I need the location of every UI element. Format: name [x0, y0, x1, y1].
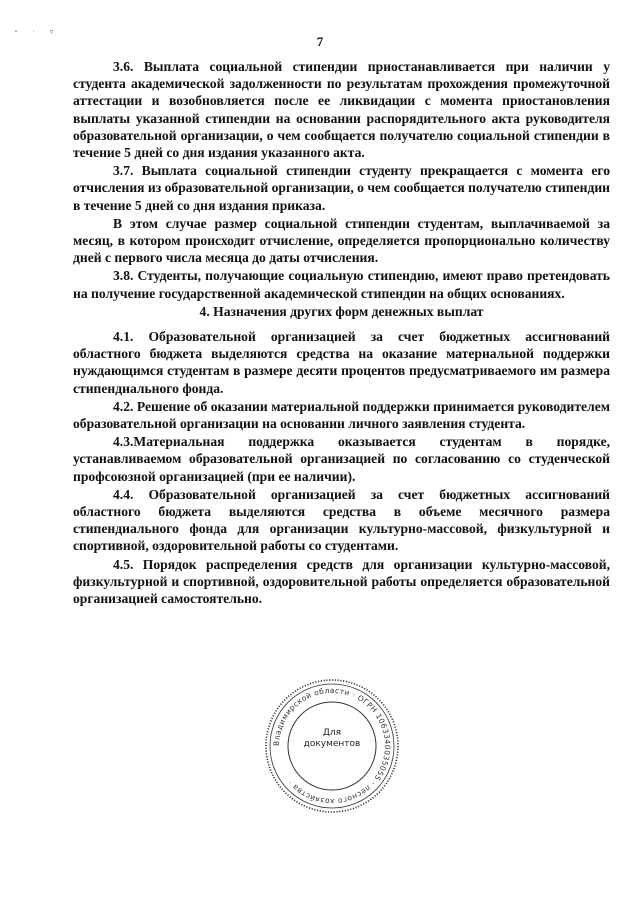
paragraph-3-8: 3.8. Студенты, получающие социальную стипендию, имеют право претендовать на получение государственной академической стипендии на общих основаниях.	[73, 268, 610, 301]
page-number: 7	[316, 34, 324, 49]
document-body	[73, 58, 610, 607]
paragraph-4-1: 4.1. Образовательной организацией за счет бюджетных ассигнований областного бюджета выделяются средства на оказание материальной поддержки нуждающимся студентам в размере десяти процентов предусматриваемого им размера стипендиального фонда.	[73, 329, 610, 396]
stamp-center-text	[262, 728, 402, 750]
paragraph-3-6: 3.6. Выплата социальной стипендии приостанавливается при наличии у студента академической задолженности по результатам прохождения промежуточной аттестации и возобновляется после ее ликвидации с момента приостановления выплаты указанной стипендии на основании распорядительного акта руководителя образовательной организации, о чем сообщается получателю социальной стипендии в течение 5 дней со дня издания указанного акта.	[73, 59, 610, 161]
paragraph-3-7: 3.7. Выплата социальной стипендии студенту прекращается с момента его отчисления из образовательной организации, о чем сообщается получателю стипендии в течение 5 дней со дня издания приказа.	[73, 163, 610, 213]
paragraph-4-3: 4.3.Материальная поддержка оказывается студентам в порядке, устанавливаемом образовательной организацией по согласованию со студенческой профсоюзной организацией (при ее наличии).	[73, 434, 610, 484]
stamp-center-line1: Для	[322, 728, 342, 738]
paragraph-3-7-continued: В этом случае размер социальной стипендии студентам, выплачиваемой за месяц, в котором происходит отчисление, определяется пропорционально количеству дней с первого числа месяца до даты отчисления.	[73, 215, 610, 266]
section-heading: 4. Назначения других форм денежных выплат	[199, 303, 484, 319]
paragraph-4-5: 4.5. Порядок распределения средств для организации культурно-массовой, физкультурной и спортивной, оздоровительной работы определяется образовательной организацией самостоятельно.	[73, 556, 610, 607]
svg-text:Владимирской области · ОГРН 10: Владимирской области · ОГРН 1063340035055 · лесного хозяйства ·	[271, 685, 393, 807]
paragraph-4-2: 4.2. Решение об оказании материальной поддержки принимается руководителем образовательной организации на основании личного заявления студента.	[73, 398, 610, 432]
organization-stamp	[262, 676, 402, 816]
stamp-center-line2: документов	[303, 739, 361, 749]
paragraph-4-4: 4.4. Образовательной организацией за счет бюджетных ассигнований областного бюджета выделяются средства в объеме месячного размера стипендиального фонда для организации культурно-массовой, физкультурной и спортивной, оздоровительной работы со студентами.	[73, 486, 610, 554]
scan-corner-marks: ⁃ · ▿	[14, 27, 60, 36]
